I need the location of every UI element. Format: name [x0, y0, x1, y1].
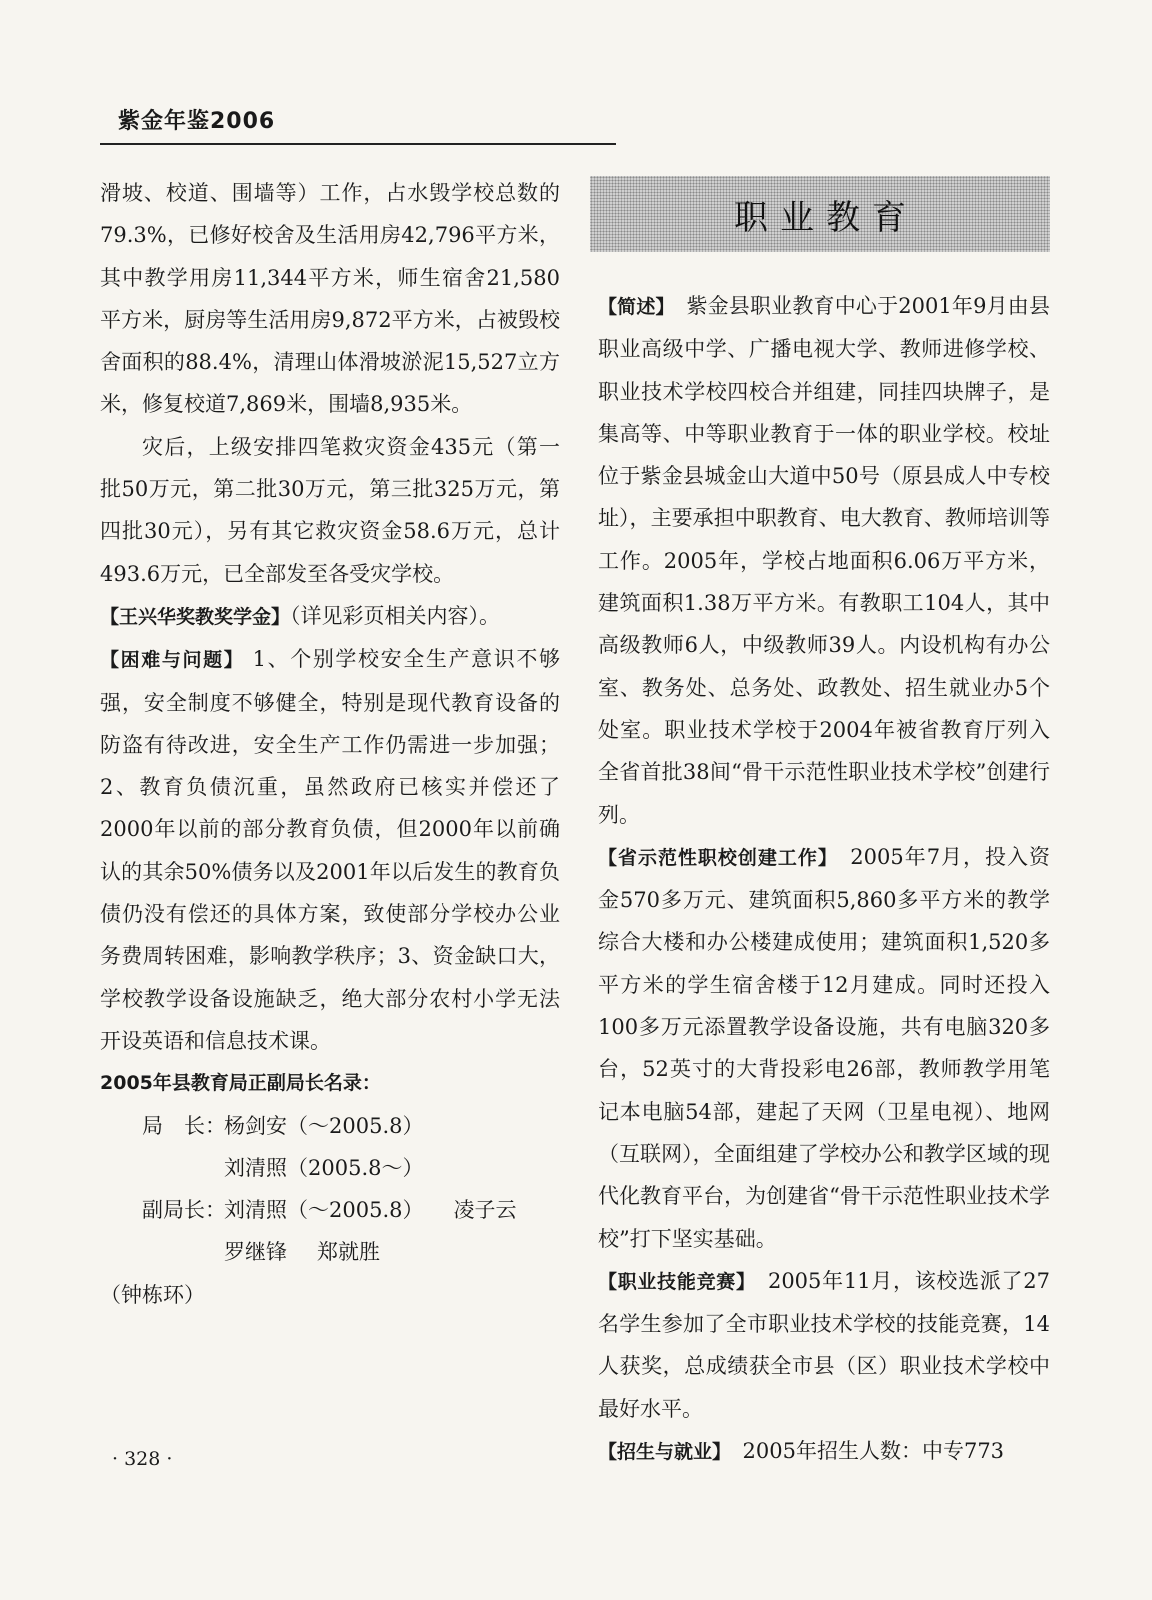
directors-list — [100, 1105, 560, 1274]
deputy-name: 郑就胜 — [317, 1240, 380, 1265]
left-column — [100, 172, 560, 1316]
deputy-name: 凌子云 — [453, 1198, 517, 1223]
section-title-award: 【王兴华奖教奖学金】 — [100, 605, 291, 628]
section-title-skills: 【职业技能竞赛】 — [598, 1270, 747, 1293]
director-row — [100, 1105, 560, 1147]
director-role: 局 长： — [142, 1113, 226, 1138]
section-enrollment — [598, 1430, 1050, 1473]
section-text-problems: 1、个别学校安全生产意识不够强，安全制度不够健全，特别是现代教育设备的防盗有待改进，安全生产工作仍需进一步加强；2、教育负债沉重，虽然政府已核实并偿还了2000年以前的部分教育负债，但2000年以前确认的其余50%债务以及2001年以后发生的教育负债仍没有偿还的具体方案，致使部分学校办公业务费周转困难，影响教学秩序；3、资金缺口大，学校教学设备设施缺乏，绝大部分农村小学无法开设英语和信息技术课。 — [100, 647, 560, 1053]
paragraph-relief-funds: 灾后，上级安排四笔救灾资金435元（第一批50万元，第二批30万元，第三批325万元，第四批30元），另有其它救灾资金58.6万元，总计493.6万元，已全部发至各受灾学校。 — [100, 434, 560, 586]
director-name: 刘清照（2005.8～） — [224, 1155, 424, 1180]
section-overview — [598, 285, 1050, 836]
section-title-problems: 【困难与问题】 — [100, 649, 245, 672]
author-signature: （钟栋环） — [100, 1282, 205, 1307]
section-text-enrollment: 2005年招生人数：中专773 — [742, 1439, 1005, 1464]
running-header: 紫金年鉴2006 — [118, 109, 276, 134]
page-number: · 328 · — [112, 1448, 173, 1470]
section-title-model-school: 【省示范性职校创建工作】 — [598, 846, 829, 869]
section-award — [100, 595, 560, 638]
director-name: 杨剑安（～2005.8） — [224, 1113, 424, 1138]
section-text-model-school: 2005年7月，投入资金570多万元、建筑面积5,860多平方米的教学综合大楼和办公楼建成使用；建筑面积1,520多平方米的学生宿舍楼于12月建成。同时还投入100多万元添置教学设备设施，共有电脑320多台，52英寸的大背投彩电26部，教师教学用笔记本电脑54部，建起了天网（卫星电视）、地网（互联网），全面组建了学校办公和教学区域的现代化教育平台，为创建省“骨干示范性职业技术学校”打下坚实基础。 — [598, 844, 1050, 1251]
banner-title: 职业教育 — [734, 197, 918, 238]
section-text-award: （详见彩页相关内容）。 — [290, 603, 501, 628]
section-problems — [100, 638, 560, 1062]
director-row — [100, 1147, 560, 1189]
deputy-name: 罗继锋 — [224, 1240, 287, 1265]
section-title-overview: 【简述】 — [598, 296, 666, 318]
header-rule — [100, 143, 616, 145]
paragraph-repairs: 滑坡、校道、围墙等）工作，占水毁学校总数的79.3%，已修好校舍及生活用房42,796平方米，其中教学用房11,344平方米，师生宿舍21,580平方米，厨房等生活用房9,872平方米，占被毁校舍面积的88.4%，清理山体滑坡淤泥15,527立方米，修复校道7,869米，围墙8,935米。 — [100, 181, 560, 417]
right-column — [598, 285, 1050, 1473]
section-text-overview: 紫金县职业教育中心于2001年9月由县职业高级中学、广播电视大学、教师进修学校、职业技术学校四校合并组建，同挂四块牌子，是集高等、中等职业教育于一体的职业学校。校址位于紫金县城金山大道中50号（原县成人中专校址），主要承担中职教育、电大教育、教师培训等工作。2005年，学校占地面积6.06万平方米，建筑面积1.38万平方米。有教职工104人，其中高级教师6人，中级教师39人。内设机构有办公室、教务处、总务处、政教处、招生就业办5个处室。职业技术学校于2004年被省教育厅列入全省首批38间“骨干示范性职业技术学校”创建行列。 — [598, 294, 1050, 827]
section-model-school — [598, 836, 1050, 1260]
deputy-name: 刘清照（～2005.8） — [224, 1198, 424, 1223]
section-title-enrollment: 【招生与就业】 — [598, 1441, 722, 1464]
deputy-row — [100, 1231, 560, 1273]
section-banner — [590, 176, 1050, 252]
section-text-skills: 2005年11月，该校选派了27名学生参加了全市职业技术学校的技能竞赛，14人获奖，总成绩获全市县（区）职业技术学校中最好水平。 — [598, 1268, 1050, 1421]
deputy-row — [100, 1189, 560, 1231]
deputy-role: 副局长： — [142, 1198, 226, 1223]
directors-list-title: 2005年县教育局正副局长名录： — [100, 1072, 381, 1095]
section-skills — [598, 1260, 1050, 1430]
